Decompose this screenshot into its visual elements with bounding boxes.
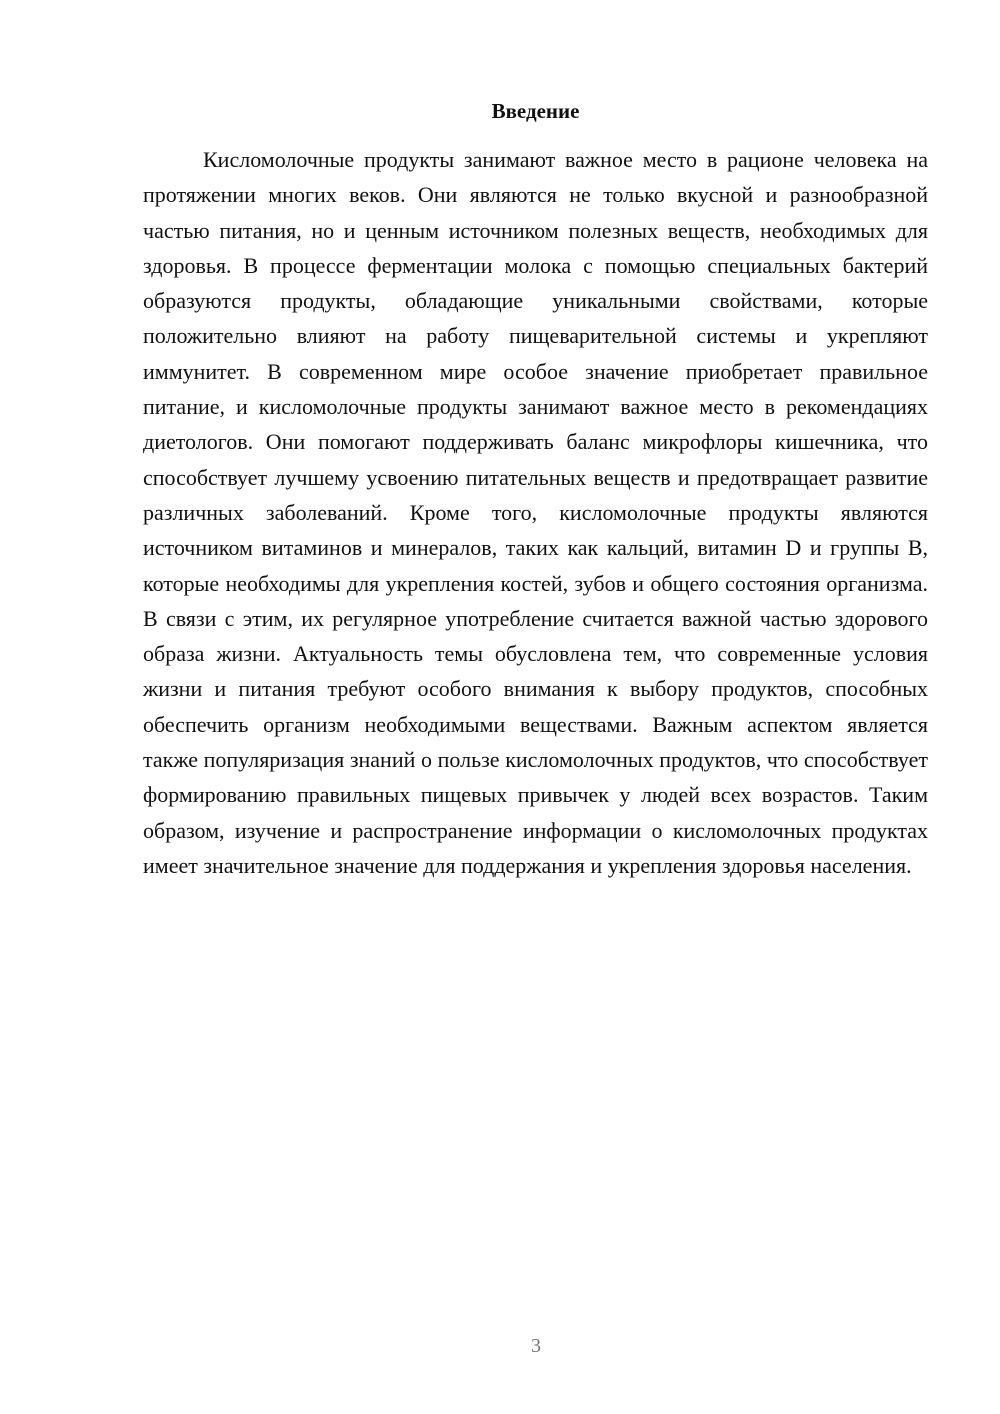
body-paragraph: Кисломолочные продукты занимают важное место в рационе человека на протяжении многих веков. Они являются не только вкусной и разнообразной частью питания, но и ценным источником полезных веществ, необходимых для здоровья. В процессе ферментации молока с помощью специальных бактерий образуются продукты, обладающие уникальными свойствами, которые положительно влияют на работу пищеварительной системы и укрепляют иммунитет. В современном мире особое значение приобретает правильное питание, и кисломолочные продукты занимают важное место в рекомендациях диетологов. Они помогают поддерживать баланс микрофлоры кишечника, что способствует лучшему усвоению питательных веществ и предотвращает развитие различных заболеваний. Кроме того, кисломолочные продукты являются источником витаминов и минералов, таких как кальций, витамин D и группы B, которые необходимы для укрепления костей, зубов и общего состояния организма. В связи с этим, их регулярное употребление считается важной частью здорового образа жизни. Актуальность темы обусловлена тем, что современные условия жизни и питания требуют особого внимания к выбору продуктов, способных обеспечить организм необходимыми веществами. Важным аспектом является также популяризация знаний о пользе кисломолочных продуктов, что способствует формированию правильных пищевых привычек у людей всех возрастов. Таким образом, изучение и распространение информации о кисломолочных продуктах имеет значительное значение для поддержания и укрепления здоровья населения. [143,147,928,878]
page-number: 3 [531,1335,541,1357]
section-heading: Введение [491,99,580,123]
